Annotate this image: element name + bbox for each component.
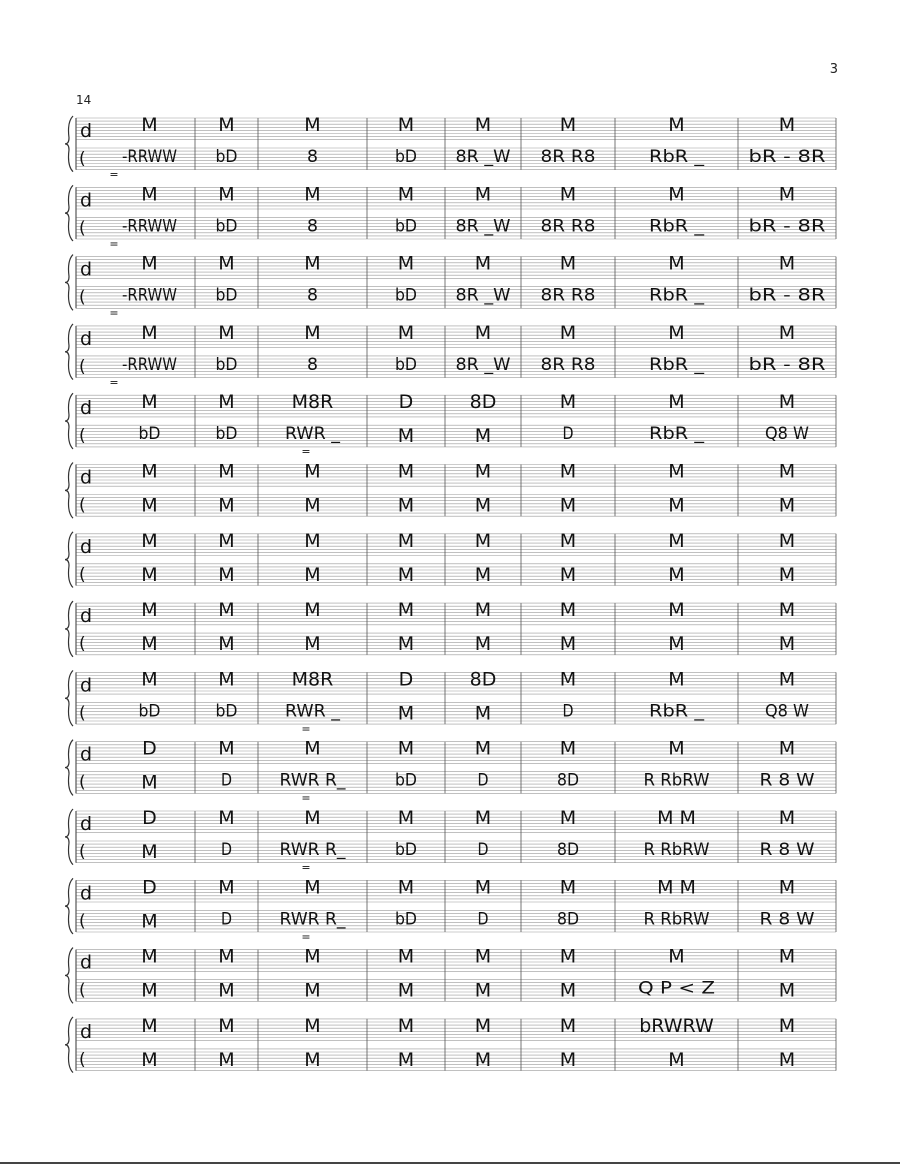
note-bottom: 8 [307,147,318,167]
system [65,391,836,458]
note-top: M [218,668,235,691]
note-top: M [559,599,577,622]
note-bottom: D [477,840,489,860]
note-top: M [668,460,685,483]
note-bottom: D [477,770,489,791]
note-bottom: RbR _ [649,216,705,237]
tremolo-mark: = [301,930,311,944]
note-top: M [474,737,492,760]
note-bottom: M [397,494,415,517]
note-bottom: M [474,633,492,656]
note-top: M [141,945,158,968]
note-top: M [141,391,158,414]
note-top: M [668,737,685,760]
note-top: M [141,114,158,136]
clef-top: d [80,813,93,835]
note-top: M [218,460,235,483]
system [65,1015,836,1073]
system [65,183,836,250]
note-top: M [668,668,685,691]
note-bottom: M [304,563,321,586]
brace [65,878,73,934]
note-bottom: RWR _ [285,701,341,722]
note-bottom: bD [215,147,238,167]
note-top: M [397,807,415,829]
note-top: M [559,876,577,899]
note-bottom: 8 [307,216,318,237]
note-bottom: D [562,424,574,445]
note-top: M [474,807,492,829]
clef-bottom: ( [79,495,86,516]
note-bottom: D [221,770,232,791]
note-bottom: RbR _ [649,147,705,167]
note-bottom: D [221,909,232,930]
note-top: M [778,668,796,691]
note-top: M [474,876,492,899]
brace [65,1017,73,1073]
note-top: M [668,252,685,275]
note-bottom: M [778,494,796,517]
note-top: M [218,391,235,414]
note-top: M [474,460,492,483]
clef-top: d [80,1020,93,1043]
note-bottom: bD [215,285,238,306]
brace [65,809,73,865]
note-top: M [304,114,321,136]
note-bottom: M [141,979,158,1002]
note-bottom: M [474,979,492,1002]
system [65,738,836,805]
note-bottom: M [559,633,577,656]
note-top: M [474,252,492,275]
note-bottom: D [562,701,574,722]
note-top: M [559,807,577,829]
brace [65,948,73,1004]
note-top: M [141,252,158,275]
note-bottom: M [141,494,158,517]
clef-top: d [80,535,93,558]
note-top: M M [657,876,696,899]
note-top: M8R [291,668,334,691]
note-top: M [304,1014,321,1037]
note-bottom: D [221,840,232,860]
note-bottom: bD [395,770,417,791]
note-bottom: M [304,633,321,656]
note-bottom: M [141,771,158,794]
note-bottom: RWR R_ [279,770,346,791]
note-bottom: bR - 8R [748,216,826,237]
brace [65,185,73,241]
note-top: D [398,668,414,691]
note-top: M [559,737,577,760]
clef-bottom: ( [79,772,86,793]
note-bottom: RWR R_ [279,909,346,930]
clef-top: d [80,258,93,281]
note-bottom: M [559,1048,577,1071]
note-bottom: M [397,425,415,448]
clef-top: d [80,327,93,350]
system [65,461,836,519]
note-top: M [778,876,796,899]
note-top: M [304,529,321,552]
note-bottom: M [141,633,158,656]
note-bottom: M [668,494,685,517]
tremolo-mark: = [109,306,119,320]
clef-top: d [80,605,93,628]
note-bottom: RbR _ [649,354,705,375]
note-top: M [304,321,321,344]
tremolo-mark: = [301,861,311,874]
note-bottom: M [397,1048,415,1071]
note-top: M [141,668,158,691]
system [65,530,836,588]
brace [65,532,73,588]
note-bottom: 8R _W [455,147,511,167]
tremolo-mark: = [301,791,311,805]
note-bottom: M [668,563,685,586]
note-bottom: bD [395,909,417,930]
note-top: M [474,529,492,552]
note-bottom: RWR R_ [279,840,346,860]
note-top: M [304,945,321,968]
note-bottom: bR - 8R [748,147,826,167]
note-bottom: R 8 W [759,840,815,860]
note-bottom: bD [395,354,417,375]
note-top: M [397,183,415,206]
note-top: M [474,321,492,344]
note-top: M [397,529,415,552]
note-top: M [304,807,321,829]
note-bottom: M [304,979,321,1002]
note-top: M [559,321,577,344]
note-bottom: bR - 8R [748,285,826,306]
note-bottom: M [304,494,321,517]
clef-top: d [80,743,93,766]
note-bottom: M [778,563,796,586]
note-top: M [474,1014,492,1037]
note-bottom: RWR _ [285,424,341,445]
note-bottom: -RRWW [122,354,178,375]
note-bottom: M [218,1048,235,1071]
note-bottom: 8R R8 [540,285,596,306]
note-bottom: M [397,702,415,725]
note-top: M [778,252,796,275]
note-bottom: bD [138,424,161,445]
note-bottom: M [218,494,235,517]
note-bottom: bD [395,216,417,237]
note-bottom: D [477,909,489,930]
note-top: M [778,529,796,552]
note-top: M [218,183,235,206]
note-top: M [474,183,492,206]
note-bottom: M [304,1048,321,1071]
clef-bottom: ( [79,149,86,169]
note-top: M [141,529,158,552]
note-bottom: 8R _W [455,216,511,237]
measure-number: 14 [76,93,92,107]
note-bottom: Q8 W [765,701,810,722]
note-top: M [218,737,235,760]
note-top: D [142,807,157,829]
note-top: M [668,391,685,414]
note-bottom: bD [215,216,238,237]
note-top: M [778,945,796,968]
note-top: M [397,460,415,483]
tremolo-mark: = [301,722,311,736]
note-top: M [559,460,577,483]
system [65,253,836,320]
system [65,114,836,181]
note-bottom: 8D [557,909,579,930]
note-bottom: M [397,979,415,1002]
tremolo-mark: = [301,445,311,459]
note-top: M [559,252,577,275]
note-top: M [778,807,796,829]
note-bottom: M [778,633,796,656]
note-top: M [559,183,577,206]
note-bottom: 8R R8 [540,147,596,167]
note-top: M [397,252,415,275]
note-bottom: M [474,702,492,725]
note-top: M [668,945,685,968]
clef-bottom: ( [79,426,86,447]
brace [65,601,73,657]
note-bottom: M [141,563,158,586]
note-bottom: M [559,494,577,517]
note-top: D [142,876,157,899]
note-top: M [559,945,577,968]
note-bottom: M [559,979,577,1002]
note-bottom: R RbRW [643,840,710,860]
note-bottom: 8D [557,840,579,860]
note-top: M [218,876,235,899]
note-bottom: bD [395,840,417,860]
note-top: D [398,391,414,414]
note-bottom: 8 [307,354,318,375]
note-bottom: -RRWW [122,216,178,237]
note-bottom: M [474,494,492,517]
system [65,946,836,1004]
system [65,599,836,657]
note-top: M [218,529,235,552]
clef-top: d [80,189,93,212]
clef-top: d [80,466,93,489]
note-bottom: 8R _W [455,285,511,306]
note-top: M [559,1014,577,1037]
note-bottom: bD [138,701,161,722]
note-top: M [474,114,492,136]
note-top: M M [657,807,696,829]
note-top: M [304,460,321,483]
brace [65,740,73,796]
note-top: M [304,599,321,622]
note-bottom: 8R R8 [540,216,596,237]
note-bottom: bD [395,147,417,167]
note-top: M [668,183,685,206]
note-bottom: RbR _ [649,424,705,445]
brace [65,463,73,519]
note-bottom: bR - 8R [748,354,826,375]
note-bottom: M [778,1048,796,1071]
clef-bottom: ( [79,703,86,724]
note-top: M8R [291,391,334,414]
brace [65,116,73,172]
note-top: M [559,391,577,414]
clef-top: d [80,951,93,974]
note-top: M [218,599,235,622]
note-bottom: 8R R8 [540,354,596,375]
note-top: M [397,876,415,899]
note-top: M [304,252,321,275]
clef-bottom: ( [79,634,86,655]
note-top: M [218,945,235,968]
note-bottom: RbR _ [649,285,705,306]
clef-top: d [80,674,93,697]
note-bottom: M [218,979,235,1002]
note-bottom: 8 [307,285,318,306]
note-top: M [559,668,577,691]
note-top: M [474,599,492,622]
note-bottom: bD [215,701,238,722]
tremolo-mark: = [109,375,119,389]
note-bottom: 8D [557,770,579,791]
note-bottom: M [778,979,796,1002]
note-bottom: M [474,1048,492,1071]
note-bottom: M [397,633,415,656]
note-top: M [218,1014,235,1037]
clef-bottom: ( [79,1049,86,1070]
note-top: D [142,737,157,760]
note-top: M [304,183,321,206]
clef-bottom: ( [79,911,86,932]
note-top: M [141,1014,158,1037]
note-top: M [218,807,235,829]
note-bottom: M [559,563,577,586]
note-bottom: 8R _W [455,354,511,375]
note-bottom: M [668,1048,685,1071]
note-top: M [559,529,577,552]
note-bottom: R RbRW [643,770,710,791]
note-top: 8D [469,668,497,691]
note-bottom: M [668,633,685,656]
note-top: bRWRW [639,1014,714,1037]
note-bottom: Q8 W [765,424,810,445]
note-top: M [397,114,415,136]
note-bottom: bD [215,354,238,375]
note-top: M [141,321,158,344]
note-bottom: M [397,563,415,586]
note-top: M [668,529,685,552]
clef-top: d [80,882,93,905]
note-bottom: R 8 W [759,909,815,930]
note-top: M [559,114,577,136]
note-bottom: RbR _ [649,701,705,722]
note-top: M [218,321,235,344]
clef-bottom: ( [79,564,86,585]
note-bottom: M [141,1048,158,1071]
note-top: M [141,599,158,622]
brace [65,670,73,726]
note-top: 8D [469,391,497,414]
system [65,807,836,874]
tremolo-mark: = [109,168,119,181]
note-bottom: M [218,563,235,586]
note-bottom: R 8 W [759,770,815,791]
note-bottom: M [141,910,158,933]
system [65,876,836,943]
page-number: 3 [829,62,838,77]
clef-bottom: ( [79,842,86,862]
note-top: M [778,460,796,483]
note-bottom: Q P < Z [638,978,715,999]
system [65,322,836,389]
note-top: M [304,737,321,760]
note-top: M [141,460,158,483]
note-top: M [141,183,158,206]
note-top: M [397,1014,415,1037]
note-top: M [668,114,685,136]
note-top: M [218,114,235,136]
note-bottom: R RbRW [643,909,710,930]
note-top: M [397,599,415,622]
note-bottom: M [474,425,492,448]
note-bottom: -RRWW [122,147,178,167]
clef-bottom: ( [79,218,86,239]
note-top: M [778,391,796,414]
note-top: M [778,1014,796,1037]
note-top: M [397,945,415,968]
note-top: M [474,945,492,968]
note-bottom: bD [215,424,238,445]
note-top: M [778,114,796,136]
brace [65,393,73,449]
note-top: M [778,599,796,622]
clef-top: d [80,397,93,420]
note-top: M [218,252,235,275]
note-top: M [778,183,796,206]
brace [65,324,73,380]
note-top: M [397,737,415,760]
note-bottom: M [218,633,235,656]
note-top: M [304,876,321,899]
clef-top: d [80,120,93,142]
note-top: M [778,321,796,344]
clef-bottom: ( [79,356,86,377]
note-top: M [668,599,685,622]
brace [65,255,73,311]
note-bottom: M [141,841,158,863]
tremolo-mark: = [109,237,119,251]
note-bottom: M [474,563,492,586]
note-top: M [668,321,685,344]
note-top: M [778,737,796,760]
clef-bottom: ( [79,980,86,1001]
system [65,668,836,735]
note-top: M [397,321,415,344]
note-bottom: -RRWW [122,285,178,306]
clef-bottom: ( [79,287,86,308]
note-bottom: bD [395,285,417,306]
